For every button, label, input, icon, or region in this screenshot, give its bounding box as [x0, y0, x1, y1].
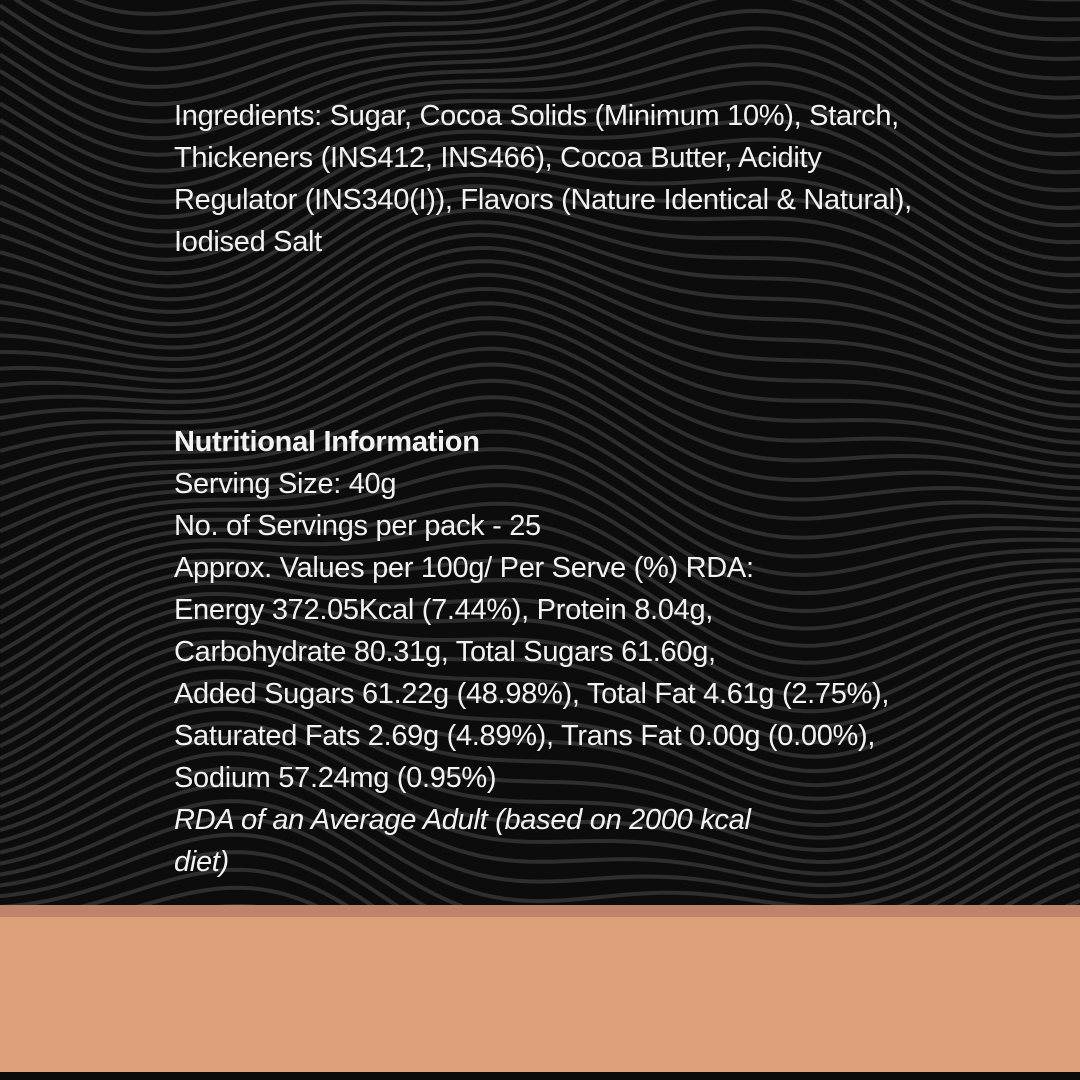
ingredients-line: Ingredients: Sugar, Cocoa Solids (Minimum 10%), Starch, [174, 100, 899, 132]
nutrition-title: Nutritional Information [174, 426, 480, 458]
nutrition-line: Carbohydrate 80.31g, Total Sugars 61.60g, [174, 636, 716, 668]
nutrition-line: No. of Servings per pack - 25 [174, 510, 541, 542]
ingredients-line: Thickeners (INS412, INS466), Cocoa Butter, Acidity [174, 142, 822, 174]
nutrition-line: Energy 372.05Kcal (7.44%), Protein 8.04g, [174, 594, 714, 626]
nutrition-line: Saturated Fats 2.69g (4.89%), Trans Fat 0.00g (0.00%), [174, 720, 876, 752]
ingredients-line: Regulator (INS340(I)), Flavors (Nature Identical & Natural), [174, 184, 912, 216]
nutrition-line: Approx. Values per 100g/ Per Serve (%) RDA: [174, 552, 754, 584]
bottom-band-shadow [0, 905, 1080, 917]
nutrition-section [174, 421, 889, 883]
bottom-color-band [0, 917, 1080, 1072]
ingredients-line: Iodised Salt [174, 226, 322, 258]
nutrition-line: Serving Size: 40g [174, 468, 397, 500]
bottom-edge [0, 1072, 1080, 1080]
nutrition-line: Added Sugars 61.22g (48.98%), Total Fat 4.61g (2.75%), [174, 678, 890, 710]
ingredients-section [174, 95, 912, 263]
rda-note-line: diet) [174, 846, 229, 878]
nutrition-line: Sodium 57.24mg (0.95%) [174, 762, 497, 794]
rda-note-line: RDA of an Average Adult (based on 2000 kcal [174, 804, 751, 836]
